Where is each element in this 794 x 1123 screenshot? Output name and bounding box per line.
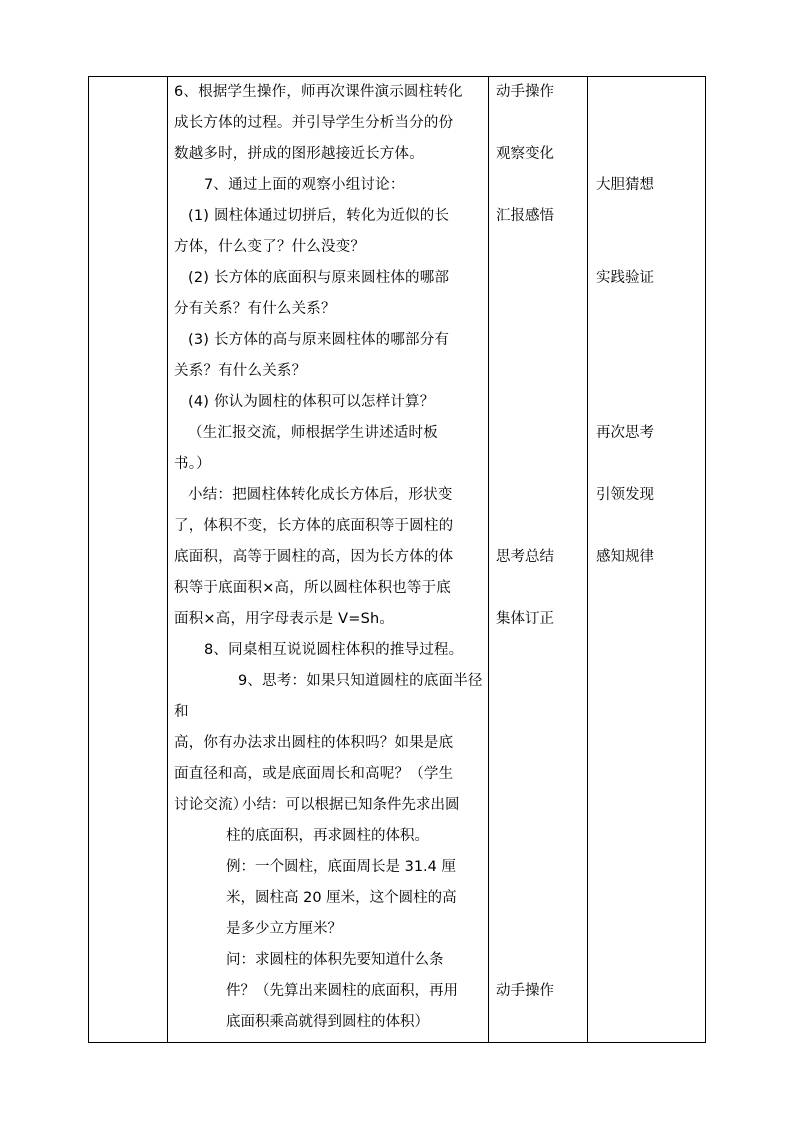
student-activity-label: 集体订正 [496,611,554,627]
example-line: 柱的底面积，再求圆柱的体积。 [226,828,429,844]
column-divider-2 [488,77,489,1042]
process-line: 关系？有什么关系？ [174,363,307,379]
process-line: 了，体积不变，长方体的底面积等于圆柱的 [174,518,454,534]
process-line: 数越多时，拼成的图形越接近长方体。 [174,146,424,162]
teaching-example-block [226,790,486,1038]
student-activity-label: 汇报感悟 [496,208,554,224]
process-line: 分有关系？有什么关系？ [174,301,336,317]
example-line: 件？（先算出来圆柱的底面积，再用 [226,983,458,999]
process-line: 底面积，高等于圆柱的高，因为长方体的体 [174,549,454,565]
example-line: 底面积乘高就得到圆柱的体积） [226,1014,429,1030]
process-line: (2) 长方体的底面积与原来圆柱体的哪部 [188,270,450,286]
process-line: 9、思考：如果只知道圆柱的底面半径和 [174,673,483,720]
process-line: 面直径和高，或是底面周长和高呢？（学生 [174,766,454,782]
process-line: (4) 你认为圆柱的体积可以怎样计算？ [188,394,435,410]
teaching-process-column [174,77,486,821]
column-divider-3 [587,77,588,1042]
process-line: (1) 圆柱体通过切拼后，转化为近似的长 [188,208,450,224]
student-activity-label: 思考总结 [496,549,554,565]
process-line: 积等于底面积×高，所以圆柱体积也等于底 [174,580,451,596]
student-activity-label: 动手操作 [496,983,554,999]
example-line: 是多少立方厘米？ [226,921,342,937]
process-line: 7、通过上面的观察小组讨论： [204,177,405,193]
student-activity-label: 观察变化 [496,146,554,162]
column-divider-1 [167,77,168,1042]
example-line: 小结：可以根据已知条件先求出圆 [242,797,460,813]
process-line: 8、同桌相互说说圆柱体积的推导过程。 [204,642,464,658]
design-intent-label: 实践验证 [596,270,654,286]
process-line: (3) 长方体的高与原来圆柱体的哪部分有 [188,332,450,348]
process-line: 面积×高，用字母表示是 V=Sh。 [174,611,395,627]
process-line: 方体，什么变了？什么没变？ [174,239,366,255]
design-intent-label: 再次思考 [596,425,654,441]
process-line: 讨论交流） [174,797,248,813]
design-intent-label: 感知规律 [596,549,654,565]
process-line: 小结：把圆柱体转化成长方体后，形状变 [188,487,453,503]
process-line: 6、根据学生操作，师再次课件演示圆柱转化 [174,84,463,100]
example-line: 问：求圆柱的体积先要知道什么条 [226,952,444,968]
design-intent-label: 大胆猜想 [596,177,654,193]
example-line: 例：一个圆柱，底面周长是 31.4 厘 [226,859,457,875]
student-activity-label: 动手操作 [496,84,554,100]
process-line: 高，你有办法求出圆柱的体积吗？如果是底 [174,735,454,751]
process-line: 书。） [174,456,211,472]
example-line: 米，圆柱高 20 厘米，这个圆柱的高 [226,890,457,906]
design-intent-label: 引领发现 [596,487,654,503]
process-line: （生汇报交流，师根据学生讲述适时板 [188,425,438,441]
process-line: 成长方体的过程。并引导学生分析当分的份 [174,115,454,131]
